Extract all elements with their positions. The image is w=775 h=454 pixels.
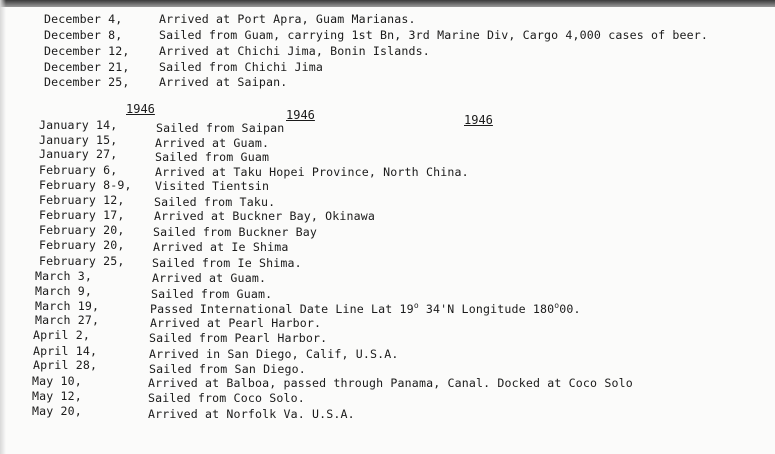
entry-date: February 20, <box>39 238 125 252</box>
entry-event: Arrived at Norfolk Va. U.S.A. <box>148 407 355 421</box>
entry-event: Sailed from San Diego. <box>149 362 306 376</box>
entry-event: Arrived at Guam. <box>155 136 270 150</box>
entry-event: Sailed from Buckner Bay <box>153 225 317 239</box>
year-heading: 1946 <box>126 102 155 116</box>
entry-date: February 6, <box>39 163 118 177</box>
entry-date: January 27, <box>39 147 118 161</box>
entry-event: Visited Tientsin <box>155 179 270 193</box>
year-heading: 1946 <box>286 108 315 122</box>
entry-event-part: Passed International Date Line Lat 19 <box>150 302 414 316</box>
entry-event: Sailed from Pearl Harbor. <box>149 331 328 345</box>
entry-date: March 19, <box>35 299 100 313</box>
entry-date: February 8-9, <box>39 178 132 192</box>
entry-event: Sailed from Guam. <box>151 287 273 301</box>
entry-event: Sailed from Ie Shima. <box>152 256 302 270</box>
degree-mark: o <box>554 301 560 311</box>
entry-date: March 27, <box>35 313 100 327</box>
entry-event-part: 34'N Longitude 180 <box>418 302 555 316</box>
entry-date: December 8, <box>44 28 123 42</box>
entry-event: Arrived at Taku Hopei Province, North China. <box>155 165 469 179</box>
entry-event: Arrived at Guam. <box>152 271 267 285</box>
entry-date: March 9, <box>35 284 93 298</box>
entry-date: May 20, <box>32 404 82 418</box>
entry-event: Arrived at Pearl Harbor. <box>150 316 322 330</box>
scan-left-edge <box>0 0 6 454</box>
entry-event <box>150 302 581 316</box>
entry-date: February 20, <box>39 223 125 237</box>
entry-date: May 12, <box>32 389 82 403</box>
entry-date: April 2, <box>33 328 91 342</box>
entry-date: December 21, <box>44 60 130 74</box>
entry-event: Arrived at Buckner Bay, Okinawa <box>154 209 376 223</box>
entry-event: Sailed from Chichi Jima <box>159 60 323 74</box>
entry-date: February 25, <box>39 254 125 268</box>
scan-top-edge <box>0 0 775 7</box>
entry-date: December 4, <box>44 12 123 26</box>
entry-event: Sailed from Coco Solo. <box>148 391 305 405</box>
entry-event: Sailed from Guam, carrying 1st Bn, 3rd Marine Div, Cargo 4,000 cases of beer. <box>159 28 709 42</box>
entry-date: April 14, <box>33 344 98 358</box>
degree-mark: o <box>413 301 419 311</box>
entry-event: Sailed from Guam <box>155 150 270 164</box>
entry-date: April 28, <box>33 358 98 372</box>
entry-date: January 15, <box>39 133 118 147</box>
entry-date: March 3, <box>35 269 93 283</box>
entry-date: December 25, <box>44 75 130 89</box>
entry-event: Arrived at Port Apra, Guam Marianas. <box>159 12 416 26</box>
entry-date: May 10, <box>32 374 82 388</box>
entry-event: Arrived at Chichi Jima, Bonin Islands. <box>159 44 430 58</box>
entry-date: February 17, <box>39 208 125 222</box>
entry-event: Arrived at Saipan. <box>159 75 288 89</box>
entry-event: Arrived at Ie Shima <box>153 240 289 254</box>
entry-event: Sailed from Taku. <box>154 195 276 209</box>
entry-date: December 12, <box>44 44 130 58</box>
entry-event: Arrived at Balboa, passed through Panama, Canal. Docked at Coco Solo <box>148 376 633 390</box>
entry-date: February 12, <box>39 193 125 207</box>
entry-event-part: 00. <box>559 302 581 316</box>
entry-event: Sailed from Saipan <box>156 121 285 135</box>
entry-date: January 14, <box>39 118 118 132</box>
year-heading: 1946 <box>464 113 493 127</box>
entry-event: Arrived in San Diego, Calif, U.S.A. <box>149 347 399 361</box>
